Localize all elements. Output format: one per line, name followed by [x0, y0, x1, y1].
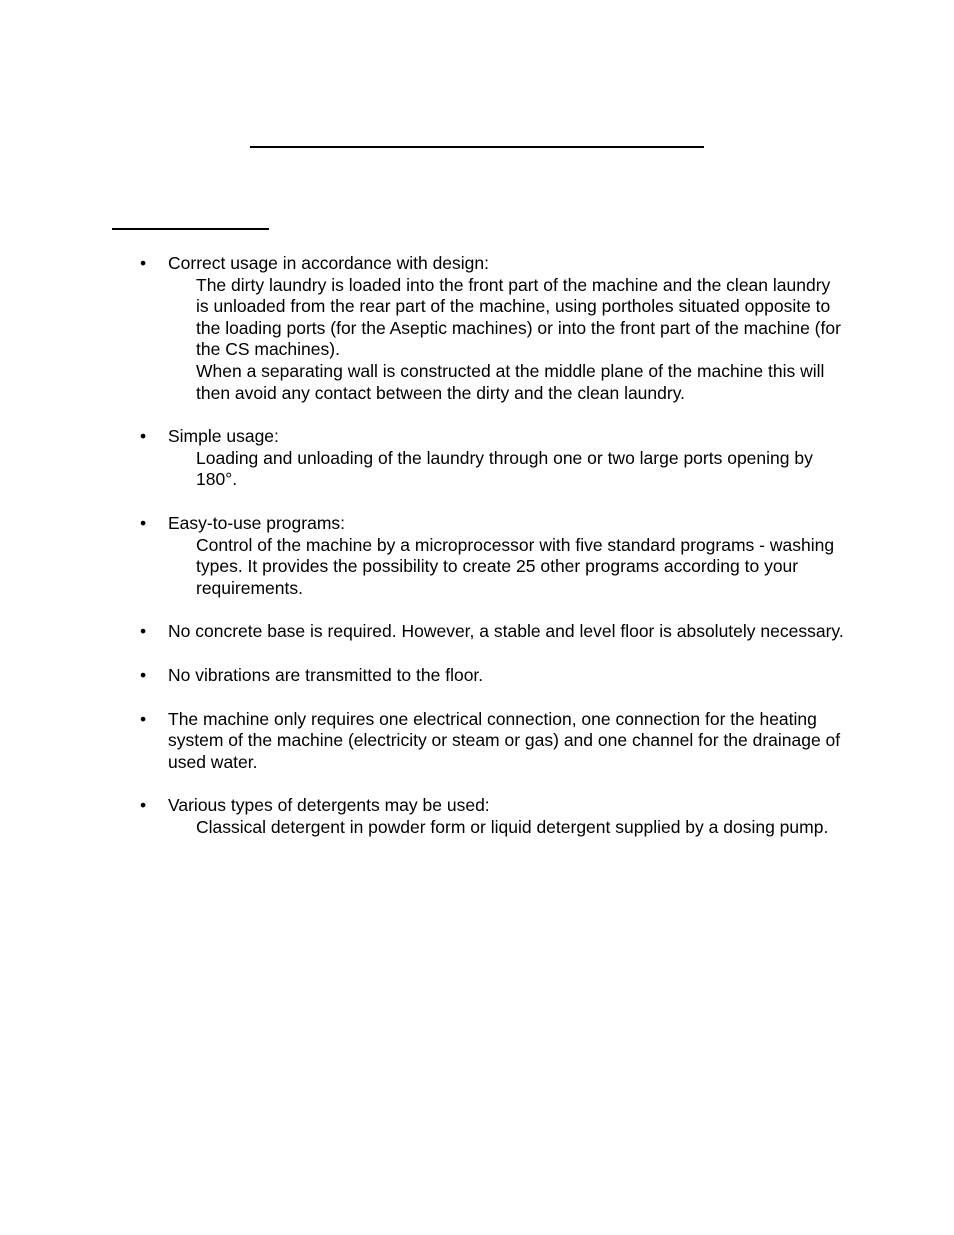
list-item-detail: When a separating wall is constructed at the middle plane of the machine this will then avoid any contact between the dirty and the clean laundry. — [196, 360, 825, 403]
bullet-icon: • — [140, 512, 147, 533]
list-item-detail: Control of the machine by a microprocessor with five standard programs - washing types. It provides the possibility to create 25 other programs according to your requirements. — [196, 534, 835, 598]
list-item-detail: Loading and unloading of the laundry through one or two large ports opening by 180°. — [196, 447, 813, 490]
list-item — [0, 253, 954, 404]
list-item-title: No vibrations are transmitted to the floor. — [168, 664, 484, 685]
list-item-title: No concrete base is required. However, a stable and level floor is absolutely necessary. — [168, 621, 844, 642]
list-item — [0, 795, 954, 838]
list-item — [0, 665, 954, 687]
bullet-icon: • — [140, 664, 147, 685]
bullet-icon: • — [140, 795, 147, 816]
list-item-title: Various types of detergents may be used: — [168, 795, 490, 816]
bullet-icon: • — [140, 426, 147, 447]
list-item-detail: Classical detergent in powder form or liquid detergent supplied by a dosing pump. — [196, 816, 829, 837]
list-item — [0, 426, 954, 491]
bullet-icon: • — [140, 708, 147, 729]
list-item-detail: The dirty laundry is loaded into the front part of the machine and the clean laundry is unloaded from the rear part of the machine, using portholes situated opposite to the loading ports (for the Aseptic machines) or into the front part of the machine (for the CS machines). — [196, 274, 841, 360]
list-item-title: Correct usage in accordance with design: — [168, 253, 490, 273]
bullet-icon: • — [140, 621, 147, 642]
list-item-title: Easy-to-use programs: — [168, 512, 346, 533]
list-item-title: The machine only requires one electrical connection, one connection for the heating system of the machine (electricity or steam or gas) and one channel for the drainage of used water. — [168, 708, 841, 772]
features-list — [0, 253, 954, 860]
list-item — [0, 513, 954, 599]
list-item — [0, 621, 954, 643]
bullet-icon: • — [140, 253, 147, 273]
list-item-title: Simple usage: — [168, 426, 279, 447]
section-heading-underline — [112, 228, 269, 230]
list-item — [0, 709, 954, 774]
title-underline — [250, 146, 704, 148]
